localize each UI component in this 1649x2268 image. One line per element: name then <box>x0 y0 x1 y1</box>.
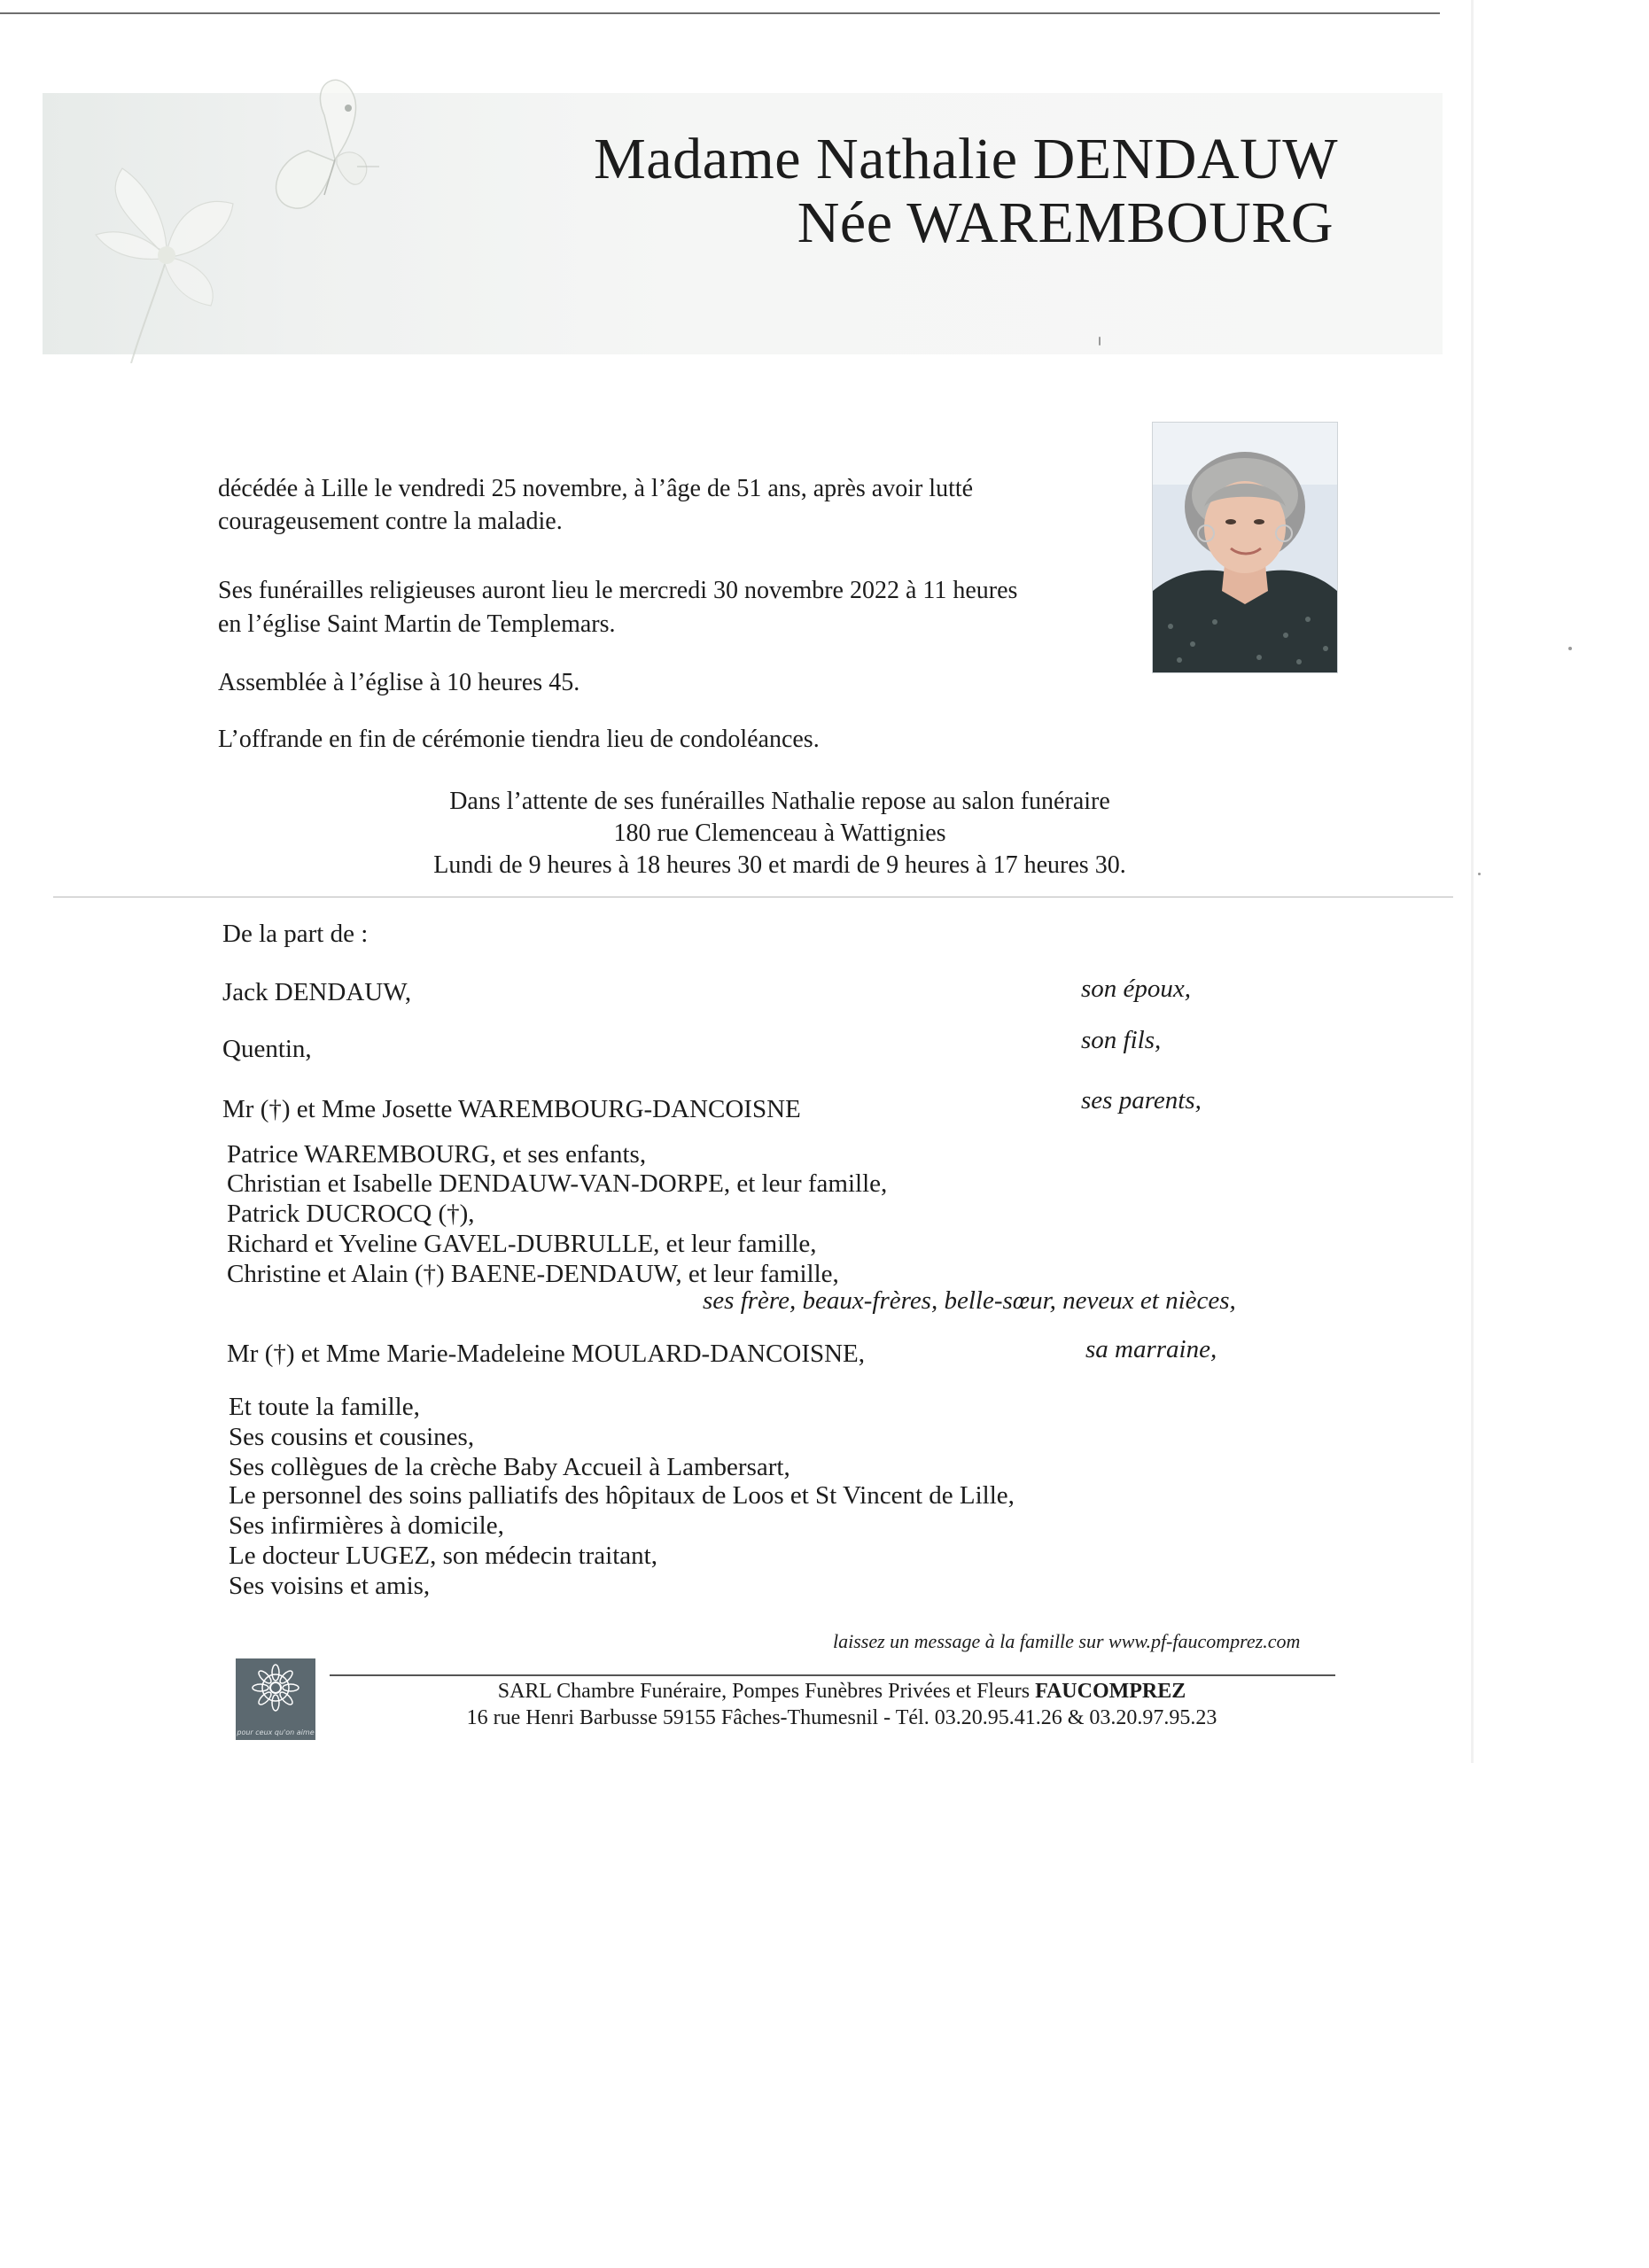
sibling-2: Christian et Isabelle DENDAUW-VAN-DORPE, et leur famille, <box>227 1169 888 1198</box>
son-role: son fils, <box>1081 1026 1162 1054</box>
other-mourner-6: Le docteur LUGEZ, son médecin traitant, <box>229 1542 657 1570</box>
top-border-line <box>0 12 1440 14</box>
maiden-name-title: Née WAREMBOURG <box>797 190 1334 255</box>
company-line <box>354 1678 1329 1705</box>
parents-name: Mr (†) et Mme Josette WAREMBOURG-DANCOISNE <box>222 1095 801 1123</box>
portrait-photo <box>1152 422 1338 673</box>
sibling-3: Patrick DUCROCQ (†), <box>227 1200 475 1228</box>
scan-speck <box>1478 873 1481 875</box>
sibling-4: Richard et Yveline GAVEL-DUBRULLE, et leur famille, <box>227 1230 817 1258</box>
salon-address: 180 rue Clemenceau à Wattignies <box>613 819 946 847</box>
page-edge-shadow <box>1471 0 1474 1763</box>
flower-icon <box>96 168 233 363</box>
company-address: 16 rue Henri Barbusse 59155 Fâches-Thumesnil - Tél. 03.20.95.41.26 & 03.20.97.95.23 <box>466 1706 1217 1729</box>
funeral-info-line-1: Ses funérailles religieuses auront lieu le mercredi 30 novembre 2022 à 11 heures <box>218 577 1018 604</box>
parents-role: ses parents, <box>1081 1086 1202 1115</box>
butterfly-icon <box>276 80 379 208</box>
sibling-5: Christine et Alain (†) BAENE-DENDAUW, et leur famille, <box>227 1260 839 1288</box>
funeral-home-logo <box>236 1658 315 1740</box>
logo-caption: pour ceux qu'on aime <box>237 1728 315 1736</box>
spouse-name: Jack DENDAUW, <box>222 978 412 1006</box>
sibling-1: Patrice WAREMBOURG, et ses enfants, <box>227 1140 647 1169</box>
son-name: Quentin, <box>222 1035 312 1063</box>
death-notice-line-1: décédée à Lille le vendredi 25 novembre, à l’âge de 51 ans, après avoir lutté <box>218 475 974 502</box>
rosette-icon <box>236 1658 315 1720</box>
other-mourner-2: Ses cousins et cousines, <box>229 1423 475 1451</box>
family-intro: De la part de : <box>222 920 369 948</box>
deceased-name-title: Madame Nathalie DENDAUW <box>594 127 1338 191</box>
portrait-illustration <box>1153 423 1337 672</box>
scan-speck <box>1568 647 1572 650</box>
salon-info-line-1: Dans l’attente de ses funérailles Nathalie repose au salon funéraire <box>449 788 1110 815</box>
other-mourner-1: Et toute la famille, <box>229 1393 420 1421</box>
funeral-info-line-2: en l’église Saint Martin de Templemars. <box>218 610 616 638</box>
siblings-role: ses frère, beaux-frères, belle-sœur, neveux et nièces, <box>703 1286 1236 1315</box>
other-mourner-5: Ses infirmières à domicile, <box>229 1511 504 1540</box>
other-mourner-4: Le personnel des soins palliatifs des hôpitaux de Loos et St Vincent de Lille, <box>229 1481 1015 1510</box>
assembly-info: Assemblée à l’église à 10 heures 45. <box>218 669 580 696</box>
company-prefix: SARL Chambre Funéraire, Pompes Funèbres Privées et Fleurs <box>497 1680 1036 1703</box>
offering-info: L’offrande en fin de cérémonie tiendra lieu de condoléances. <box>218 726 820 753</box>
death-notice-line-2: courageusement contre la maladie. <box>218 508 563 535</box>
online-message-link: laissez un message à la famille sur www.pf-faucomprez.com <box>833 1630 1301 1652</box>
godmother-name: Mr (†) et Mme Marie-Madeleine MOULARD-DANCOISNE, <box>227 1340 866 1368</box>
other-mourner-3: Ses collègues de la crèche Baby Accueil à Lambersart, <box>229 1453 790 1481</box>
scan-speck <box>1099 337 1101 346</box>
salon-hours: Lundi de 9 heures à 18 heures 30 et mardi de 9 heures à 17 heures 30. <box>433 851 1126 879</box>
spouse-role: son époux, <box>1081 975 1192 1003</box>
other-mourner-7: Ses voisins et amis, <box>229 1572 431 1600</box>
footer-divider <box>330 1674 1335 1676</box>
company-name: FAUCOMPREZ <box>1035 1680 1186 1703</box>
butterfly-flower-illustration <box>43 62 379 363</box>
godmother-role: sa marraine, <box>1085 1335 1217 1363</box>
